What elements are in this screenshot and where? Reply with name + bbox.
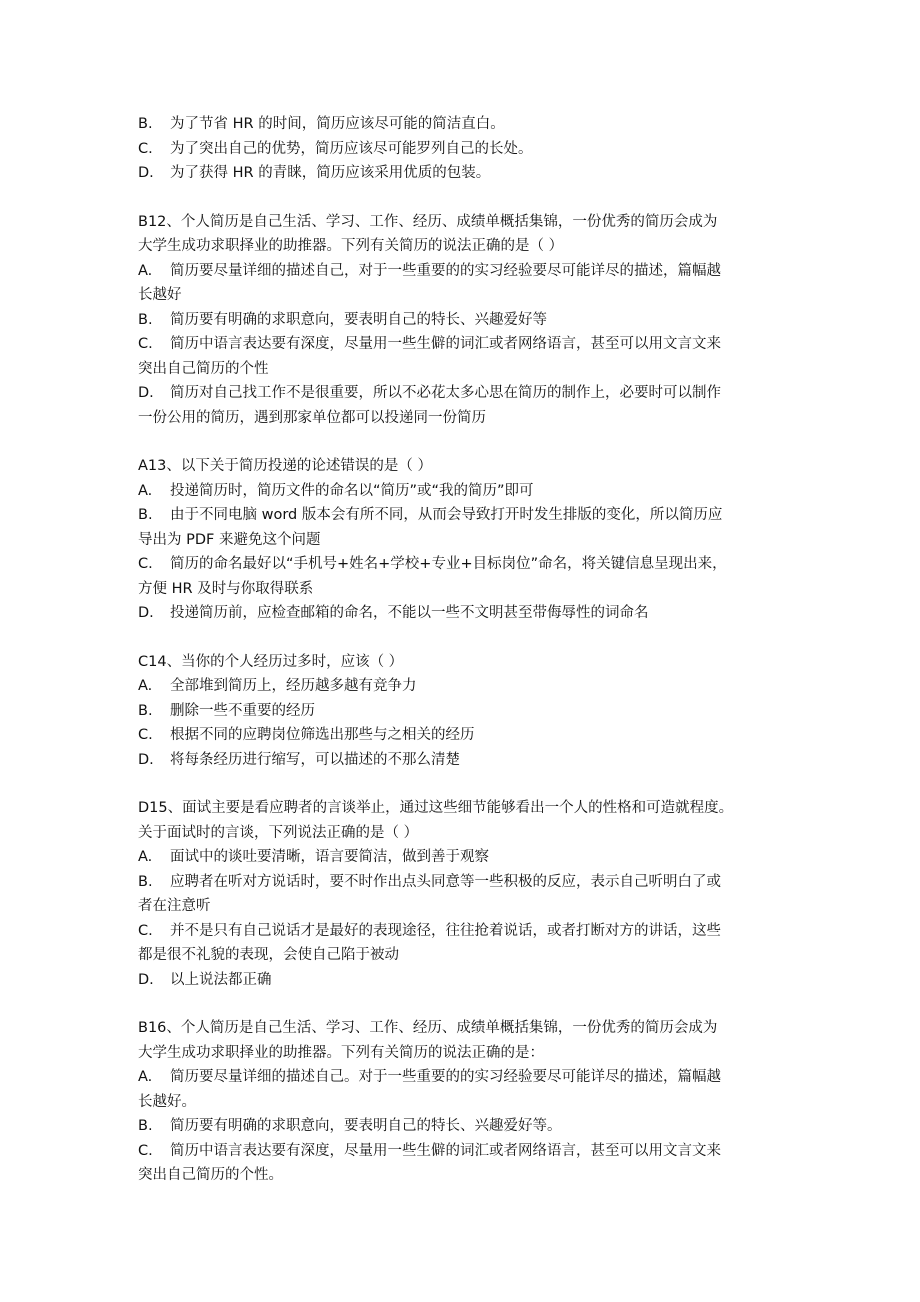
question-block	[138, 454, 788, 626]
line-text: 以上说法都正确	[170, 971, 272, 988]
text-line	[138, 943, 788, 968]
text-line	[138, 1041, 788, 1066]
option-line	[138, 870, 788, 895]
line-text: 突出自己简历的个性	[138, 360, 269, 377]
option-label: A.	[138, 482, 153, 499]
option-label: D.	[138, 605, 154, 621]
option-line	[138, 381, 788, 406]
line-text: 长越好。	[138, 1093, 196, 1110]
text-line	[138, 1090, 788, 1115]
line-text: 投递简历前，应检查邮箱的命名，不能以一些不文明甚至带侮辱性的词命名	[170, 605, 649, 621]
option-line	[138, 919, 788, 944]
line-text: 由于不同电脑 word 版本会有所不同，从而会导致打开时发生排版的变化，所以简历应	[170, 507, 723, 523]
question-block	[138, 796, 788, 992]
line-text: 面试中的谈吐要清晰，语言要简洁，做到善于观察	[170, 849, 489, 865]
line-text: D15、面试主要是看应聘者的言谈举止，通过这些细节能够看出一个人的性格和可造就程度。	[138, 800, 734, 816]
line-text: 突出自己简历的个性。	[138, 1167, 283, 1183]
line-text: 简历中语言表达要有深度，尽量用一些生僻的词汇或者网络语言，甚至可以用文言文来	[170, 336, 721, 352]
text-line	[138, 357, 788, 382]
line-text: 全部堆到简历上，经历越多越有竞争力	[170, 678, 417, 694]
option-line	[138, 1114, 788, 1139]
text-line	[138, 454, 788, 479]
line-text: 应聘者在听对方说话时，要不时作出点头同意等一些积极的反应，表示自己听明白了或	[170, 873, 721, 890]
option-line	[138, 161, 788, 186]
line-text: B12、个人简历是自己生活、学习、工作、经历、成绩单概括集锦，一份优秀的简历会成为	[138, 213, 718, 230]
option-label: A.	[138, 849, 153, 865]
option-line	[138, 308, 788, 333]
question-block	[138, 650, 788, 773]
question-block	[138, 112, 788, 186]
line-text: 简历要尽量详细的描述自己，对于一些重要的的实习经验要尽可能详尽的描述，篇幅越	[170, 262, 721, 279]
text-line	[138, 1163, 788, 1188]
line-text: 长越好	[138, 287, 182, 303]
option-label: A.	[138, 678, 153, 694]
line-text: 大学生成功求职择业的助推器。下列有关简历的说法正确的是：	[138, 1044, 544, 1061]
line-text: 者在注意听	[138, 898, 211, 914]
option-line	[138, 1065, 788, 1090]
text-line	[138, 283, 788, 308]
text-line	[138, 234, 788, 259]
text-line	[138, 528, 788, 553]
line-text: 大学生成功求职择业的助推器。下列有关简历的说法正确的是（ ）	[138, 238, 564, 254]
line-text: 关于面试时的言谈，下列说法正确的是（ ）	[138, 824, 419, 841]
option-line	[138, 552, 788, 577]
question-block	[138, 1016, 788, 1188]
option-label: A.	[138, 262, 153, 279]
text-line	[138, 650, 788, 675]
option-label: C.	[138, 140, 153, 157]
option-label: D.	[138, 971, 154, 988]
option-label: C.	[138, 922, 153, 939]
line-text: 都是很不礼貌的表现，会使自己陷于被动	[138, 947, 399, 963]
text-line	[138, 1016, 788, 1041]
line-text: 将每条经历进行缩写，可以描述的不那么清楚	[170, 751, 460, 768]
line-text: C14、当你的个人经历过多时，应该（ ）	[138, 653, 404, 670]
line-text: 删除一些不重要的经历	[170, 702, 315, 719]
line-text: 简历要有明确的求职意向，要表明自己的特长、兴趣爱好等。	[170, 1118, 562, 1134]
option-label: B.	[138, 311, 153, 328]
document-content	[138, 112, 788, 1212]
option-label: C.	[138, 1142, 153, 1159]
option-line	[138, 332, 788, 357]
option-label: C.	[138, 556, 153, 572]
text-line	[138, 894, 788, 919]
line-text: 根据不同的应聘岗位筛选出那些与之相关的经历	[170, 727, 475, 743]
option-label: C.	[138, 727, 153, 743]
text-line	[138, 406, 788, 431]
line-text: 投递简历时，简历文件的命名以“简历”或“我的简历”即可	[170, 482, 534, 499]
line-text: 为了获得 HR 的青睐，简历应该采用优质的包装。	[170, 165, 491, 181]
line-text: 一份公用的简历，遇到那家单位都可以投递同一份简历	[138, 409, 486, 426]
option-line	[138, 674, 788, 699]
line-text: A13、以下关于简历投递的论述错误的是（ ）	[138, 458, 432, 474]
option-label: D.	[138, 751, 154, 768]
option-line	[138, 845, 788, 870]
option-label: B.	[138, 507, 153, 523]
option-line	[138, 968, 788, 993]
line-text: 简历要有明确的求职意向，要表明自己的特长、兴趣爱好等	[170, 311, 547, 328]
line-text: 方便 HR 及时与你取得联系	[138, 580, 314, 597]
option-line	[138, 479, 788, 504]
line-text: B16、个人简历是自己生活、学习、工作、经历、成绩单概括集锦，一份优秀的简历会成为	[138, 1020, 718, 1036]
option-line	[138, 601, 788, 626]
option-line	[138, 503, 788, 528]
line-text: 简历对自己找工作不是很重要，所以不必花太多心思在简历的制作上，必要时可以制作	[170, 385, 721, 401]
line-text: 简历要尽量详细的描述自己。对于一些重要的的实习经验要尽可能详尽的描述，篇幅越	[170, 1069, 721, 1085]
question-block	[138, 210, 788, 431]
option-label: C.	[138, 336, 153, 352]
option-line	[138, 259, 788, 284]
option-line	[138, 137, 788, 162]
text-line	[138, 821, 788, 846]
option-label: B.	[138, 873, 153, 890]
option-label: A.	[138, 1069, 153, 1085]
text-line	[138, 210, 788, 235]
text-line	[138, 796, 788, 821]
line-text: 简历的命名最好以“手机号+姓名+学校+专业+目标岗位”命名，将关键信息呈现出来，	[170, 556, 727, 572]
text-line	[138, 577, 788, 602]
line-text: 导出为 PDF 来避免这个问题	[138, 531, 321, 548]
option-line	[138, 723, 788, 748]
line-text: 为了节省 HR 的时间，简历应该尽可能的简洁直白。	[170, 116, 505, 132]
line-text: 为了突出自己的优势，简历应该尽可能罗列自己的长处。	[170, 140, 533, 157]
option-label: D.	[138, 165, 154, 181]
option-label: B.	[138, 1118, 153, 1134]
option-label: D.	[138, 385, 154, 401]
option-label: B.	[138, 702, 153, 719]
option-label: B.	[138, 116, 153, 132]
option-line	[138, 699, 788, 724]
line-text: 简历中语言表达要有深度，尽量用一些生僻的词汇或者网络语言，甚至可以用文言文来	[170, 1142, 721, 1159]
line-text: 并不是只有自己说话才是最好的表现途径，往往抢着说话，或者打断对方的讲话，这些	[170, 922, 721, 939]
option-line	[138, 1139, 788, 1164]
option-line	[138, 112, 788, 137]
option-line	[138, 748, 788, 773]
